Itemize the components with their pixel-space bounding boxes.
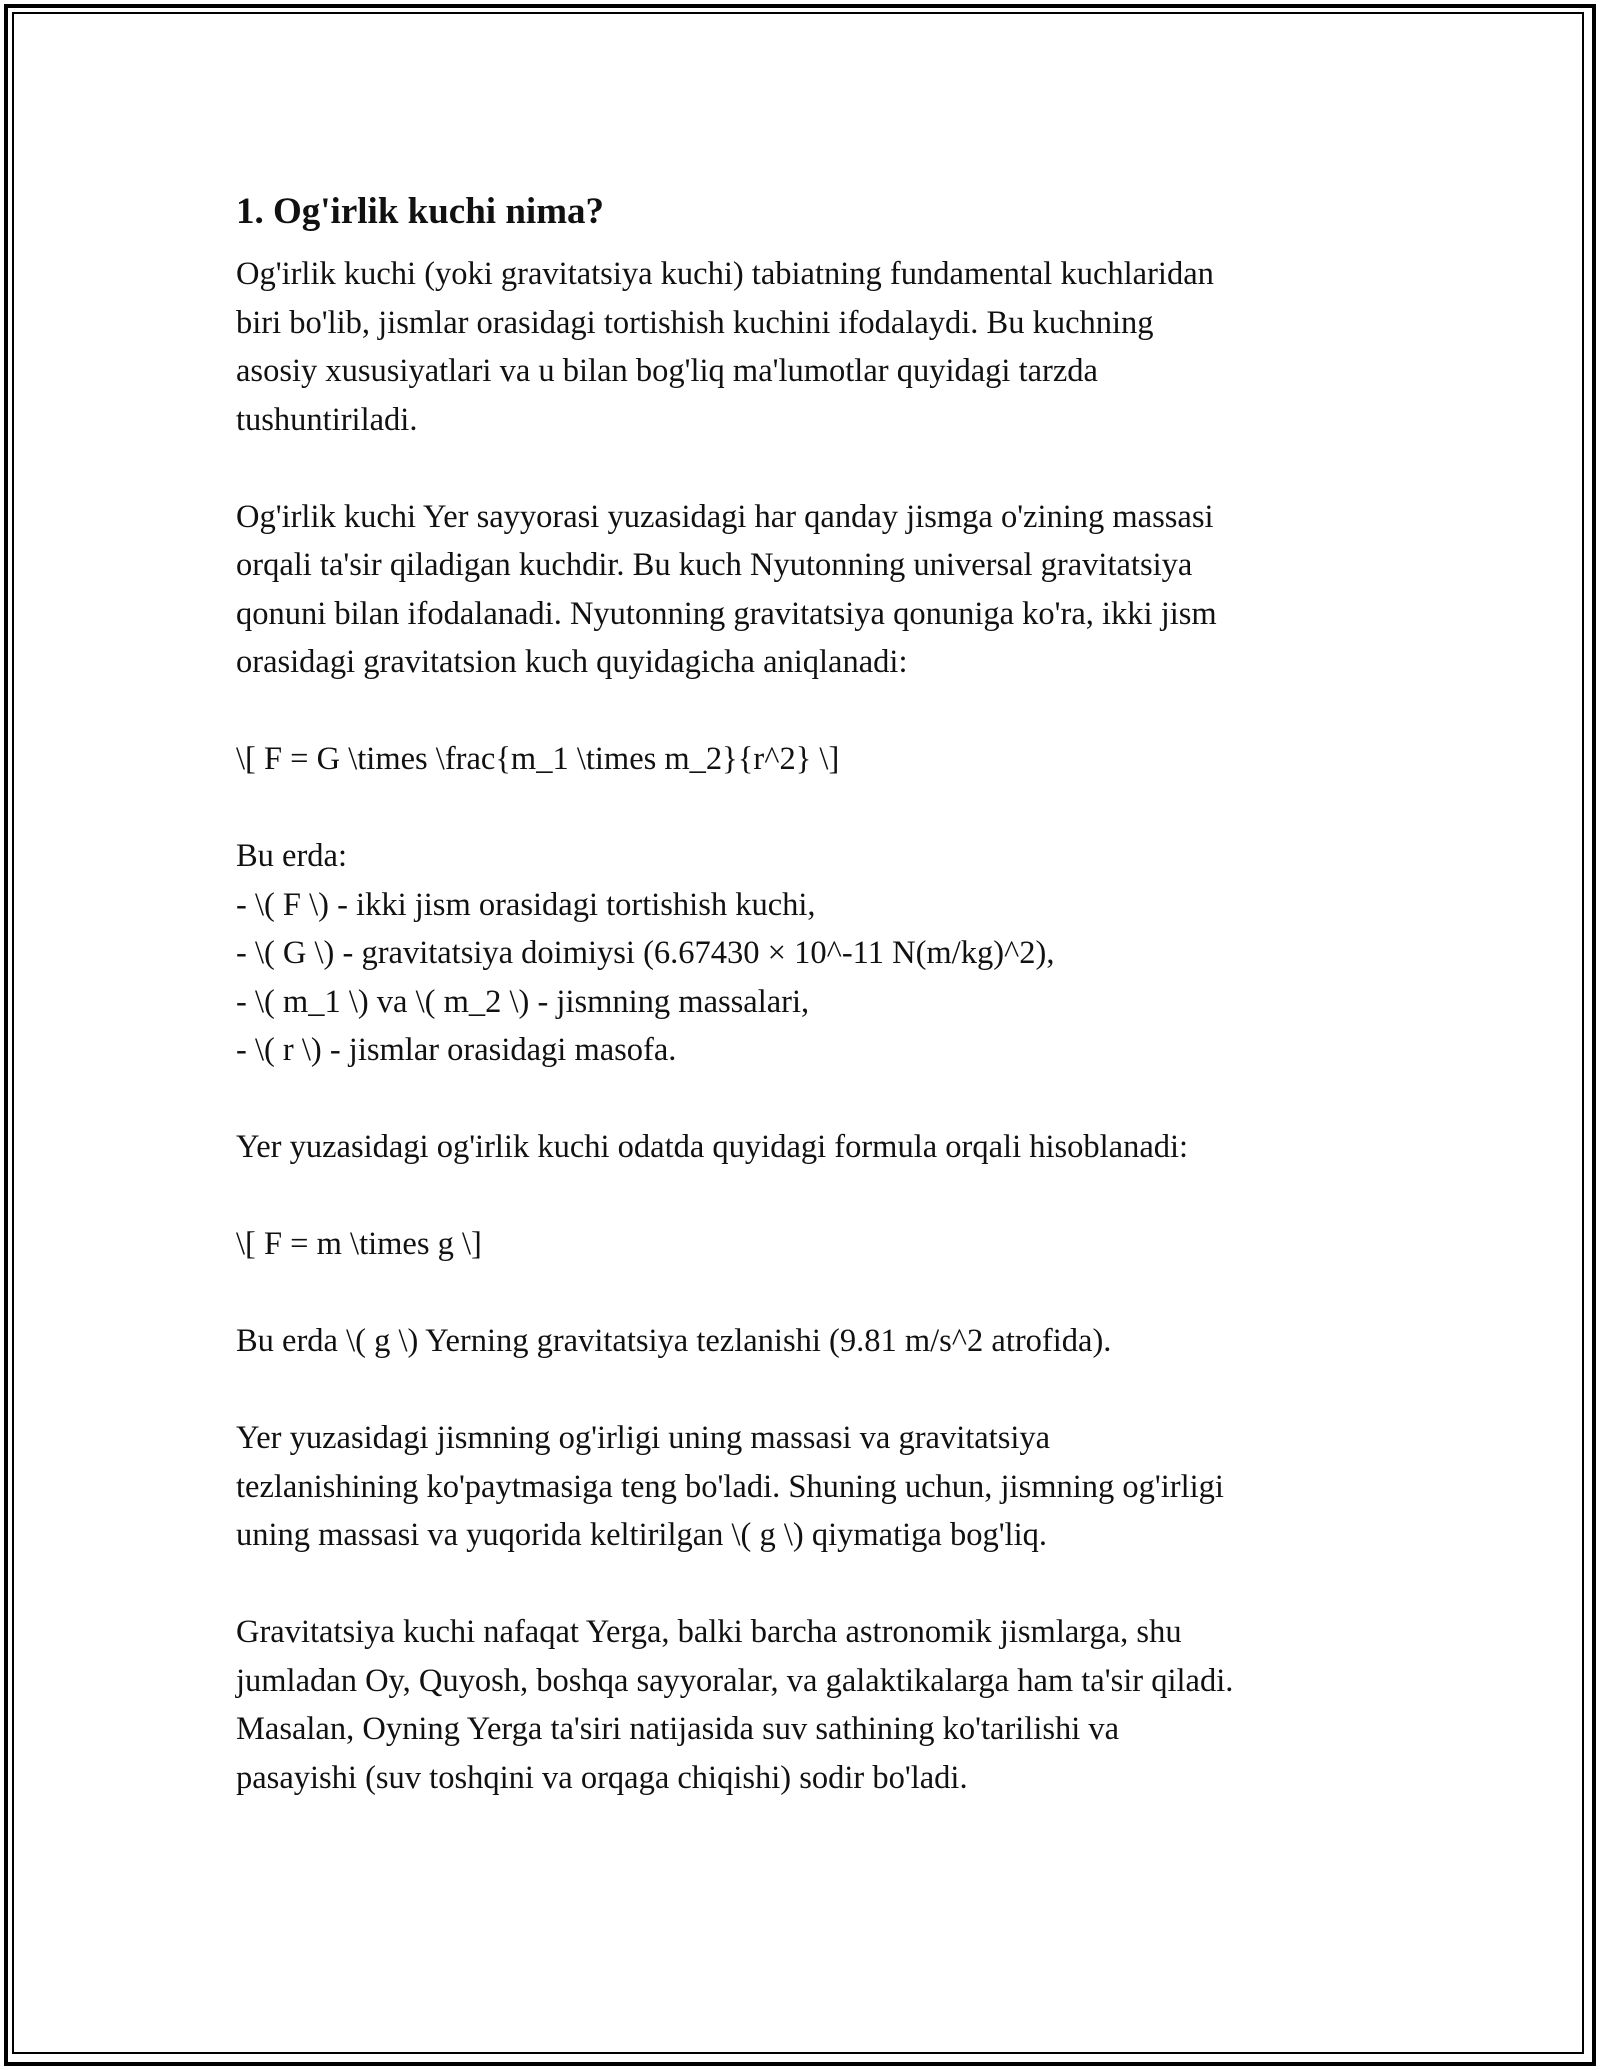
- text-line: orasidagi gravitatsion kuch quyidagicha aniqlanadi:: [236, 644, 908, 680]
- paragraph-surface-weight: [236, 1123, 1396, 1172]
- formula-gravitation: [236, 735, 1396, 784]
- text-line: Og'irlik kuchi Yer sayyorasi yuzasidagi har qanday jismga o'zining massasi: [236, 498, 1214, 535]
- text-line: Bu erda:: [236, 838, 348, 874]
- text-line: jumladan Oy, Quyosh, boshqa sayyoralar, va galaktikalarga ham ta'sir qiladi.: [236, 1662, 1234, 1699]
- paragraph-g-definition: [236, 1317, 1396, 1366]
- text-line: uning massasi va yuqorida keltirilgan \( g \) qiymatiga bog'liq.: [236, 1517, 1047, 1553]
- text-line: tezlanishining ko'paytmasiga teng bo'ladi. Shuning uchun, jismning og'irligi: [236, 1468, 1224, 1505]
- formula-line: \[ F = m \times g \]: [236, 1226, 482, 1262]
- list-item: - \( F \) - ikki jism orasidagi tortishish kuchi,: [236, 886, 816, 923]
- text-line: Yer yuzasidagi og'irlik kuchi odatda quyidagi formula orqali hisoblanadi:: [236, 1129, 1189, 1165]
- paragraph-weight-mass: [236, 1414, 1396, 1560]
- text-line: Yer yuzasidagi jismning og'irligi uning massasi va gravitatsiya: [236, 1420, 1051, 1456]
- formula-weight: [236, 1220, 1396, 1269]
- text-line: Masalan, Oyning Yerga ta'siri natijasida suv sathining ko'tarilishi va: [236, 1711, 1120, 1747]
- text-line: orqali ta'sir qiladigan kuchdir. Bu kuch Nyutonning universal gravitatsiya: [236, 547, 1193, 583]
- list-item: - \( m_1 \) va \( m_2 \) - jismning massalari,: [236, 983, 810, 1020]
- text-line: Bu erda \( g \) Yerning gravitatsiya tezlanishi (9.81 m/s^2 atrofida).: [236, 1323, 1112, 1359]
- list-item: - \( G \) - gravitatsiya doimiysi (6.67430 × 10^-11 N(m/kg)^2),: [236, 935, 1055, 971]
- paragraph-newton-law: [236, 493, 1396, 687]
- text-line: asosiy xususiyatlari va u bilan bog'liq ma'lumotlar quyidagi tarzda: [236, 353, 1098, 389]
- formula-line: \[ F = G \times \frac{m_1 \times m_2}{r^2} \]: [236, 741, 840, 777]
- list-item: - \( r \) - jismlar orasidagi masofa.: [236, 1032, 677, 1068]
- text-line: pasayishi (suv toshqini va orqaga chiqishi) sodir bo'ladi.: [236, 1759, 968, 1796]
- text-line: Gravitatsiya kuchi nafaqat Yerga, balki barcha astronomik jismlarga, shu: [236, 1614, 1182, 1650]
- section-heading: 1. Og'irlik kuchi nima?: [236, 191, 605, 232]
- text-line: qonuni bilan ifodalanadi. Nyutonning gravitatsiya qonuniga ko'ra, ikki jism: [236, 595, 1217, 632]
- variable-definitions: [236, 832, 1396, 1075]
- paragraph-intro: [236, 250, 1396, 444]
- text-line: biri bo'lib, jismlar orasidagi tortishish kuchini ifodalaydi. Bu kuchning: [236, 304, 1154, 341]
- text-line: tushuntiriladi.: [236, 401, 418, 438]
- document-body: [236, 186, 1396, 1851]
- text-line: Og'irlik kuchi (yoki gravitatsiya kuchi) tabiatning fundamental kuchlaridan: [236, 256, 1214, 292]
- paragraph-astronomical: [236, 1608, 1396, 1802]
